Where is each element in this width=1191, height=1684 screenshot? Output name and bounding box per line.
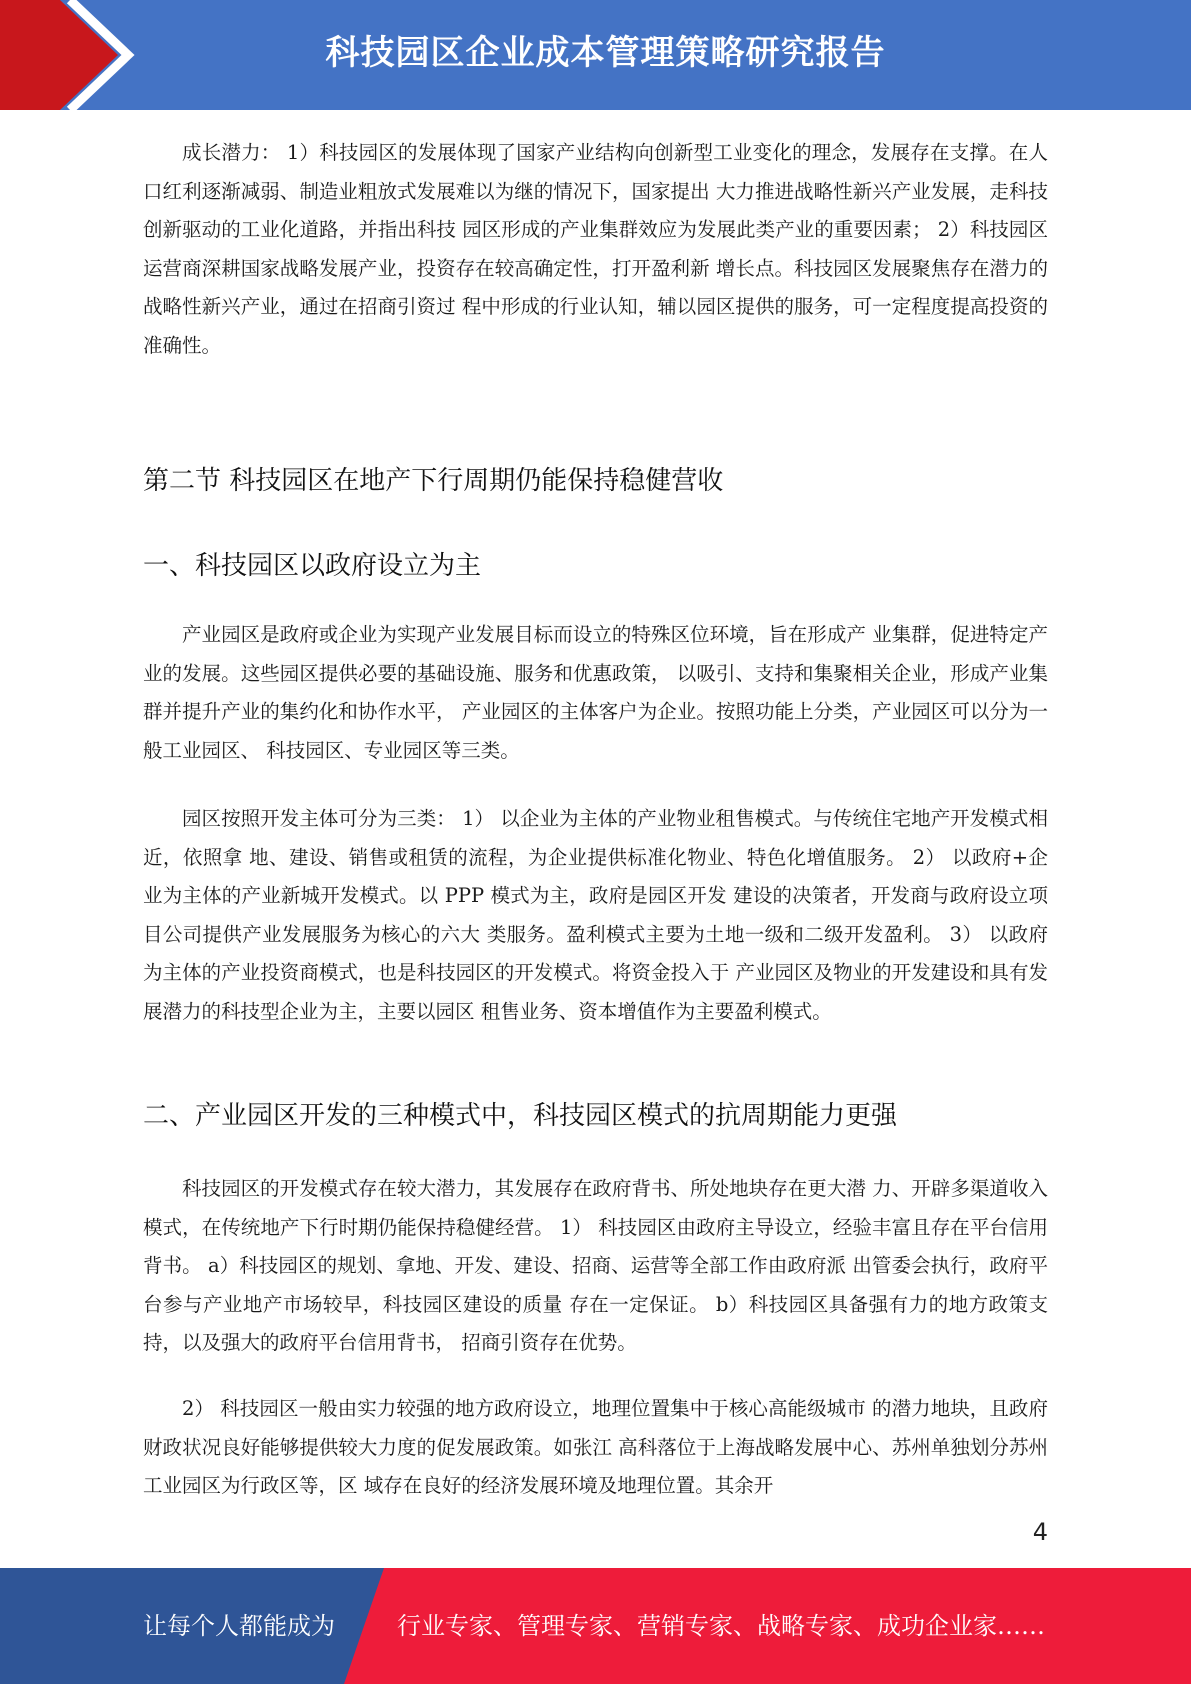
paragraph-tech-park-potential: 科技园区的开发模式存在较大潜力，其发展存在政府背书、所处地块存在更大潜 力、开辟多渠道收入模式，在传统地产下行时期仍能保持稳健经营。 1） 科技园区由政府主导设立，经验丰富且存在平台信用背书。 a）科技园区的规划、拿地、开发、建设、招商、运营等全部工作由政府派 出管委会执行，政府平台参与产业地产市场较早，科技园区建设的质量 存在一定保证。 b）科技园区具备强有力的地方政策支持，以及强大的政府平台信用背书， 招商引资存在优势。 <box>143 1177 1048 1354</box>
subheading-anti-cycle: 二、产业园区开发的三种模式中，科技园区模式的抗周期能力更强 <box>143 1101 898 1131</box>
report-title: 科技园区企业成本管理策略研究报告 <box>325 33 886 73</box>
paragraph-industrial-park-definition: 产业园区是政府或企业为实现产业发展目标而设立的特殊区位环境，旨在形成产 业集群，促进特定产业的发展。这些园区提供必要的基础设施、服务和优惠政策， 以吸引、支持和集聚相关企业，形成产业集群并提升产业的集约化和协作水平， 产业园区的主体客户为企业。按照功能上分类，产业园区可以分为一般工业园区、 科技园区、专业园区等三类。 <box>143 623 1048 762</box>
footer-slogan-left: 让每个人都能成为 <box>143 1612 335 1640</box>
paragraph-growth-potential: 成长潜力： 1）科技园区的发展体现了国家产业结构向创新型工业变化的理念，发展存在支撑。在人口红利逐渐减弱、制造业粗放式发展难以为继的情况下，国家提出 大力推进战略性新兴产业发展，走科技创新驱动的工业化道路，并指出科技 园区形成的产业集群效应为发展此类产业的重要因素； 2）科技园区运营商深耕国家战略发展产业，投资存在较高确定性，打开盈利新 增长点。科技园区发展聚焦存在潜力的战略性新兴产业，通过在招商引资过 程中形成的行业认知，辅以园区提供的服务，可一定程度提高投资的准确性。 <box>143 141 1048 357</box>
page-header <box>0 0 1191 110</box>
footer-slogan-right: 行业专家、管理专家、营销专家、战略专家、成功企业家…… <box>397 1612 1045 1640</box>
paragraph-development-modes: 园区按照开发主体可分为三类： 1） 以企业为主体的产业物业租售模式。与传统住宅地产开发模式相近，依照拿 地、建设、销售或租赁的流程，为企业提供标准化物业、特色化增值服务。 2） 以政府+企业为主体的产业新城开发模式。以 PPP 模式为主，政府是园区开发 建设的决策者，开发商与政府设立项目公司提供产业发展服务为核心的六大 类服务。盈利模式主要为土地一级和二级开发盈利。 3） 以政府为主体的产业投资商模式，也是科技园区的开发模式。将资金投入于 产业园区及物业的开发建设和具有发展潜力的科技型企业为主，主要以园区 租售业务、资本增值作为主要盈利模式。 <box>143 807 1048 1023</box>
paragraph-location-advantage: 2） 科技园区一般由实力较强的地方政府设立，地理位置集中于核心高能级城市 的潜力地块，且政府财政状况良好能够提供较大力度的促发展政策。如张江 高科落位于上海战略发展中心、苏州单独划分苏州工业园区为行政区等，区 域存在良好的经济发展环境及地理位置。其余开 <box>143 1397 1048 1497</box>
subheading-government-established: 一、科技园区以政府设立为主 <box>143 551 482 581</box>
page-footer <box>0 1568 1191 1684</box>
section-heading: 第二节 科技园区在地产下行周期仍能保持稳健营收 <box>143 466 724 496</box>
page-number: 4 <box>1032 1518 1048 1546</box>
